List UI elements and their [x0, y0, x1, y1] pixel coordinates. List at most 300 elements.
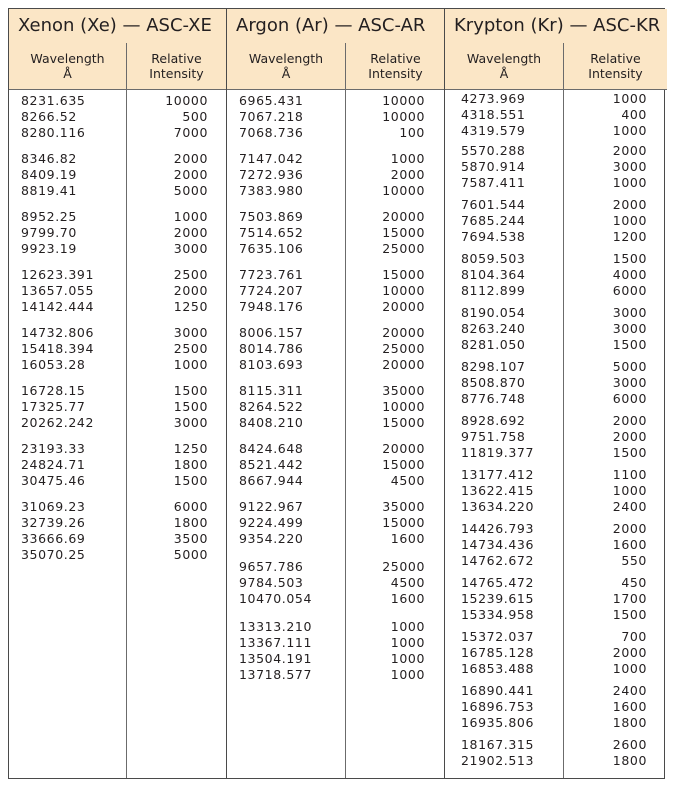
element-section: [226, 9, 445, 778]
spectral-line-row: [227, 651, 445, 667]
spectral-line-row: [445, 175, 667, 191]
intensity-value: 2000: [612, 645, 647, 660]
line-group: [445, 737, 667, 769]
spectral-line-row: [445, 213, 667, 229]
intensity-value: 1600: [612, 699, 647, 714]
spectral-line-row: [445, 645, 667, 661]
wavelength-value: 8006.157: [239, 325, 304, 340]
intensity-value: 2000: [173, 283, 208, 298]
wavelength-value: 8014.786: [239, 341, 304, 356]
wavelength-value: 13504.191: [239, 651, 312, 666]
spectral-line-row: [445, 197, 667, 213]
line-group: [9, 151, 226, 199]
wavelength-value: 9784.503: [239, 575, 304, 590]
spectral-line-row: [445, 537, 667, 553]
wavelength-value: 11819.377: [461, 445, 534, 460]
wavelength-value: 8952.25: [21, 209, 77, 224]
spectral-line-row: [227, 499, 445, 515]
line-group: [445, 629, 667, 677]
line-group: [445, 305, 667, 353]
wavelength-value: 8521.442: [239, 457, 304, 472]
wavelength-value: 8281.050: [461, 337, 526, 352]
wavelength-value: 7635.106: [239, 241, 304, 256]
line-group: [445, 683, 667, 731]
line-group: [445, 359, 667, 407]
intensity-header: [345, 43, 445, 90]
intensity-value: 6000: [612, 391, 647, 406]
wavelength-value: 16053.28: [21, 357, 86, 372]
spectral-line-row: [9, 325, 226, 341]
wavelength-value: 9751.758: [461, 429, 526, 444]
wavelength-value: 6965.431: [239, 93, 304, 108]
intensity-value: 2000: [173, 167, 208, 182]
spectral-line-row: [227, 667, 445, 683]
wavelength-value: 8190.054: [461, 305, 526, 320]
intensity-value: 1500: [173, 383, 208, 398]
spectral-line-row: [9, 499, 226, 515]
spectral-line-row: [9, 531, 226, 547]
wavelength-value: 7147.042: [239, 151, 304, 166]
wavelength-value: 7723.761: [239, 267, 304, 282]
spectral-line-row: [9, 225, 226, 241]
intensity-value: 1600: [390, 531, 425, 546]
line-group: [445, 575, 667, 623]
intensity-value: 1000: [173, 209, 208, 224]
line-group: [9, 383, 226, 431]
spectral-line-row: [445, 321, 667, 337]
spectral-line-row: [445, 283, 667, 299]
line-group: [9, 441, 226, 489]
spectral-line-row: [445, 715, 667, 731]
intensity-value: 20000: [382, 299, 425, 314]
element-section: [444, 9, 667, 778]
intensity-value: 1000: [390, 619, 425, 634]
wavelength-value: 7587.411: [461, 175, 526, 190]
intensity-value: 20000: [382, 325, 425, 340]
wavelength-value: 8776.748: [461, 391, 526, 406]
wavelength-value: 8059.503: [461, 251, 526, 266]
spectral-line-row: [227, 325, 445, 341]
intensity-value: 35000: [382, 383, 425, 398]
spectral-line-row: [445, 251, 667, 267]
spectral-line-row: [227, 341, 445, 357]
intensity-value: 3000: [612, 321, 647, 336]
wavelength-value: 15418.394: [21, 341, 94, 356]
spectral-line-row: [227, 151, 445, 167]
intensity-value: 15000: [382, 267, 425, 282]
intensity-value: 1000: [612, 213, 647, 228]
spectral-line-row: [445, 683, 667, 699]
line-group: [227, 267, 445, 315]
element-section: [9, 9, 226, 778]
intensity-value: 6000: [173, 499, 208, 514]
wavelength-value: 14762.672: [461, 553, 534, 568]
angstrom-unit: Å: [281, 66, 291, 81]
wavelength-value: 16728.15: [21, 383, 86, 398]
spectral-line-row: [445, 305, 667, 321]
wavelength-value: 8928.692: [461, 413, 526, 428]
wavelength-value: 31069.23: [21, 499, 86, 514]
section-title: Argon (Ar) — ASC-AR: [227, 9, 445, 44]
wavelength-value: 7694.538: [461, 229, 526, 244]
wavelength-value: 7685.244: [461, 213, 526, 228]
spectral-line-row: [445, 591, 667, 607]
intensity-value: 4500: [390, 575, 425, 590]
spectral-line-row: [445, 553, 667, 569]
spectral-line-row: [9, 383, 226, 399]
intensity-value: 4500: [390, 473, 425, 488]
wavelength-value: 14734.436: [461, 537, 534, 552]
wavelength-value: 10470.054: [239, 591, 312, 606]
wavelength-header: [445, 43, 563, 90]
spectral-line-row: [227, 357, 445, 373]
intensity-header-label: Relative: [151, 51, 202, 66]
intensity-value: 1500: [612, 607, 647, 622]
spectral-line-row: [9, 357, 226, 373]
spectral-line-row: [227, 441, 445, 457]
wavelength-value: 8409.19: [21, 167, 77, 182]
intensity-value: 1200: [612, 229, 647, 244]
intensity-value: 1800: [612, 753, 647, 768]
wavelength-header: [227, 43, 345, 90]
intensity-value: 3500: [173, 531, 208, 546]
wavelength-value: 14426.793: [461, 521, 534, 536]
spectral-line-row: [445, 159, 667, 175]
intensity-header-label: Intensity: [149, 66, 204, 81]
spectral-line-row: [227, 591, 445, 607]
wavelength-value: 4273.969: [461, 91, 526, 106]
intensity-value: 2400: [612, 499, 647, 514]
wavelength-value: 16853.488: [461, 661, 534, 676]
spectral-line-row: [445, 607, 667, 623]
intensity-value: 1500: [173, 399, 208, 414]
spectral-line-row: [227, 399, 445, 415]
wavelength-value: 4318.551: [461, 107, 526, 122]
wavelength-value: 17325.77: [21, 399, 86, 414]
spectral-line-row: [9, 151, 226, 167]
wavelength-value: 8263.240: [461, 321, 526, 336]
intensity-value: 2400: [612, 683, 647, 698]
intensity-value: 20000: [382, 441, 425, 456]
wavelength-value: 7383.980: [239, 183, 304, 198]
line-group: [227, 209, 445, 257]
wavelength-value: 7948.176: [239, 299, 304, 314]
intensity-value: 10000: [382, 183, 425, 198]
spectral-line-row: [227, 167, 445, 183]
wavelength-value: 13622.415: [461, 483, 534, 498]
line-group: [9, 267, 226, 315]
spectral-line-row: [9, 299, 226, 315]
spectral-line-row: [227, 473, 445, 489]
spectral-line-row: [445, 661, 667, 677]
wavelength-value: 12623.391: [21, 267, 94, 282]
intensity-header: [126, 43, 226, 90]
intensity-header-label: Relative: [590, 51, 641, 66]
intensity-value: 2000: [612, 429, 647, 444]
spectral-line-row: [445, 391, 667, 407]
spectral-line-row: [227, 515, 445, 531]
spectral-line-row: [445, 107, 667, 123]
intensity-value: 2500: [173, 267, 208, 282]
spectral-line-row: [227, 241, 445, 257]
intensity-value: 2000: [390, 167, 425, 182]
wavelength-value: 8231.635: [21, 93, 86, 108]
wavelength-value: 5870.914: [461, 159, 526, 174]
spectral-line-row: [445, 521, 667, 537]
spectral-line-row: [227, 283, 445, 299]
spectral-line-row: [9, 547, 226, 563]
intensity-value: 3000: [173, 415, 208, 430]
line-group: [445, 521, 667, 569]
line-group: [445, 143, 667, 191]
spectral-line-row: [445, 737, 667, 753]
intensity-value: 15000: [382, 415, 425, 430]
wavelength-value: 8346.82: [21, 151, 77, 166]
wavelength-value: 8115.311: [239, 383, 304, 398]
spectral-line-row: [445, 499, 667, 515]
spectral-line-row: [445, 91, 667, 107]
spectral-line-row: [445, 753, 667, 769]
intensity-value: 2000: [612, 197, 647, 212]
intensity-value: 15000: [382, 515, 425, 530]
intensity-value: 2000: [612, 413, 647, 428]
intensity-value: 1000: [390, 651, 425, 666]
intensity-value: 1500: [612, 445, 647, 460]
wavelength-value: 33666.69: [21, 531, 86, 546]
wavelength-value: 14765.472: [461, 575, 534, 590]
intensity-value: 1500: [612, 251, 647, 266]
intensity-value: 1800: [612, 715, 647, 730]
wavelength-value: 16890.441: [461, 683, 534, 698]
wavelength-value: 15334.958: [461, 607, 534, 622]
wavelength-value: 18167.315: [461, 737, 534, 752]
line-group: [227, 559, 445, 607]
intensity-value: 6000: [612, 283, 647, 298]
intensity-value: 5000: [173, 547, 208, 562]
intensity-value: 2500: [173, 341, 208, 356]
intensity-value: 1250: [173, 441, 208, 456]
intensity-value: 10000: [382, 93, 425, 108]
wavelength-value: 9657.786: [239, 559, 304, 574]
wavelength-header-label: Wavelength: [248, 51, 324, 66]
wavelength-value: 8667.944: [239, 473, 304, 488]
wavelength-value: 8819.41: [21, 183, 77, 198]
spectral-line-row: [9, 399, 226, 415]
wavelength-value: 16896.753: [461, 699, 534, 714]
wavelength-value: 7514.652: [239, 225, 304, 240]
spectral-line-row: [445, 483, 667, 499]
spectral-line-row: [227, 299, 445, 315]
spectral-line-row: [227, 531, 445, 547]
intensity-value: 1500: [173, 473, 208, 488]
line-group: [227, 93, 445, 141]
wavelength-value: 7272.936: [239, 167, 304, 182]
angstrom-unit: Å: [63, 66, 72, 81]
spectral-line-row: [445, 467, 667, 483]
wavelength-value: 32739.26: [21, 515, 86, 530]
wavelength-value: 5570.288: [461, 143, 526, 158]
spectral-line-row: [445, 699, 667, 715]
section-body: [445, 91, 667, 778]
intensity-value: 1800: [173, 457, 208, 472]
wavelength-value: 8408.210: [239, 415, 304, 430]
spectral-line-row: [227, 225, 445, 241]
intensity-value: 3000: [173, 241, 208, 256]
wavelength-value: 20262.242: [21, 415, 94, 430]
intensity-value: 500: [182, 109, 208, 124]
wavelength-value: 9224.499: [239, 515, 304, 530]
spectral-line-row: [9, 457, 226, 473]
spectral-line-row: [9, 283, 226, 299]
line-group: [9, 93, 226, 141]
intensity-value: 1700: [612, 591, 647, 606]
intensity-value: 550: [621, 553, 647, 568]
wavelength-value: 13367.111: [239, 635, 312, 650]
spectral-line-row: [9, 241, 226, 257]
intensity-value: 2000: [173, 151, 208, 166]
spectral-line-row: [445, 445, 667, 461]
intensity-value: 7000: [173, 125, 208, 140]
spectral-line-row: [227, 209, 445, 225]
line-group: [227, 325, 445, 373]
intensity-value: 25000: [382, 559, 425, 574]
wavelength-value: 9799.70: [21, 225, 77, 240]
spectral-line-row: [227, 109, 445, 125]
spectral-line-row: [227, 635, 445, 651]
wavelength-value: 15239.615: [461, 591, 534, 606]
spectral-line-row: [9, 183, 226, 199]
spectral-line-row: [9, 109, 226, 125]
wavelength-value: 13718.577: [239, 667, 312, 682]
line-group: [227, 383, 445, 431]
wavelength-value: 7067.218: [239, 109, 304, 124]
line-group: [445, 413, 667, 461]
wavelength-value: 8264.522: [239, 399, 304, 414]
wavelength-value: 7601.544: [461, 197, 526, 212]
wavelength-header-label: Wavelength: [466, 51, 542, 66]
intensity-value: 1000: [612, 175, 647, 190]
intensity-value: 4000: [612, 267, 647, 282]
wavelength-value: 4319.579: [461, 123, 526, 138]
intensity-value: 2000: [612, 143, 647, 158]
spectral-line-row: [9, 209, 226, 225]
intensity-value: 1600: [390, 591, 425, 606]
spectral-line-row: [445, 337, 667, 353]
intensity-value: 1000: [612, 123, 647, 138]
intensity-value: 20000: [382, 357, 425, 372]
wavelength-value: 23193.33: [21, 441, 86, 456]
wavelength-value: 8298.107: [461, 359, 526, 374]
wavelength-value: 13634.220: [461, 499, 534, 514]
wavelength-value: 8104.364: [461, 267, 526, 282]
spectral-line-row: [9, 441, 226, 457]
intensity-value: 1000: [612, 91, 647, 106]
spectral-line-row: [227, 383, 445, 399]
spectral-line-row: [445, 413, 667, 429]
spectral-line-row: [9, 515, 226, 531]
intensity-value: 3000: [612, 375, 647, 390]
spectral-line-row: [445, 267, 667, 283]
spectral-line-row: [445, 229, 667, 245]
intensity-value: 25000: [382, 241, 425, 256]
line-group: [9, 499, 226, 563]
intensity-value: 1500: [612, 337, 647, 352]
intensity-value: 3000: [612, 159, 647, 174]
intensity-value: 3000: [173, 325, 208, 340]
spectral-line-row: [227, 575, 445, 591]
angstrom-unit: Å: [499, 66, 509, 81]
wavelength-value: 8266.52: [21, 109, 77, 124]
wavelength-value: 9923.19: [21, 241, 77, 256]
spectral-line-row: [9, 473, 226, 489]
spectral-line-row: [445, 123, 667, 139]
intensity-value: 2600: [612, 737, 647, 752]
calibration-lines-table: [8, 8, 665, 779]
intensity-value: 2000: [612, 521, 647, 536]
spectral-line-row: [227, 125, 445, 141]
wavelength-value: 7068.736: [239, 125, 304, 140]
wavelength-value: 30475.46: [21, 473, 86, 488]
wavelength-value: 14732.806: [21, 325, 94, 340]
spectral-line-row: [445, 143, 667, 159]
intensity-value: 450: [621, 575, 647, 590]
wavelength-value: 35070.25: [21, 547, 86, 562]
spectral-line-row: [9, 93, 226, 109]
section-body: [227, 91, 445, 778]
wavelength-value: 7724.207: [239, 283, 304, 298]
intensity-value: 10000: [382, 109, 425, 124]
wavelength-value: 8280.116: [21, 125, 86, 140]
intensity-value: 400: [621, 107, 647, 122]
wavelength-value: 9354.220: [239, 531, 304, 546]
intensity-header-label: Intensity: [588, 66, 643, 81]
intensity-value: 20000: [382, 209, 425, 224]
intensity-value: 1000: [390, 667, 425, 682]
wavelength-header: [9, 43, 126, 90]
spectral-line-row: [9, 267, 226, 283]
spectral-line-row: [9, 167, 226, 183]
wavelength-header-label: Wavelength: [30, 51, 105, 66]
spectral-line-row: [9, 125, 226, 141]
wavelength-value: 21902.513: [461, 753, 534, 768]
line-group: [227, 151, 445, 199]
intensity-value: 2000: [173, 225, 208, 240]
wavelength-value: 8112.899: [461, 283, 526, 298]
line-group: [227, 499, 445, 547]
intensity-header-label: Intensity: [368, 66, 423, 81]
wavelength-value: 8508.870: [461, 375, 526, 390]
intensity-value: 700: [621, 629, 647, 644]
spectral-line-row: [445, 429, 667, 445]
spectral-line-row: [227, 415, 445, 431]
intensity-value: 5000: [612, 359, 647, 374]
section-body: [9, 91, 226, 778]
spectral-line-row: [227, 267, 445, 283]
wavelength-value: 16935.806: [461, 715, 534, 730]
wavelength-value: 16785.128: [461, 645, 534, 660]
intensity-header: [563, 43, 667, 90]
wavelength-value: 13177.412: [461, 467, 534, 482]
section-title: Krypton (Kr) — ASC-KR: [445, 9, 667, 44]
wavelength-value: 13657.055: [21, 283, 94, 298]
intensity-value: 1000: [173, 357, 208, 372]
line-group: [445, 197, 667, 245]
spectral-line-row: [445, 575, 667, 591]
intensity-value: 1250: [173, 299, 208, 314]
intensity-value: 5000: [173, 183, 208, 198]
intensity-value: 100: [399, 125, 425, 140]
spectral-line-row: [9, 415, 226, 431]
